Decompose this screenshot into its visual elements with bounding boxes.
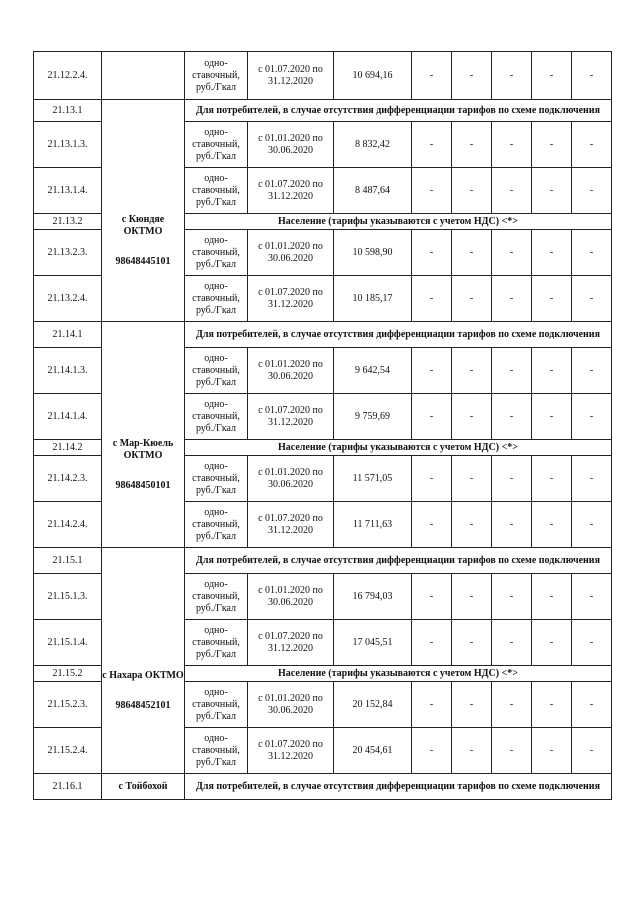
dash-cell: -	[492, 394, 532, 440]
table-row	[34, 322, 612, 348]
tariff-kind: одно-ставочный, руб./Гкал	[185, 230, 248, 276]
dash-cell: -	[532, 682, 572, 728]
table-row	[34, 52, 612, 100]
dash-cell: -	[412, 52, 452, 100]
tariff-value: 20 454,61	[334, 728, 412, 774]
dash-cell: -	[572, 682, 612, 728]
dash-cell: -	[492, 348, 532, 394]
dash-cell: -	[492, 52, 532, 100]
dash-cell: -	[572, 456, 612, 502]
dash-cell: -	[412, 394, 452, 440]
tariff-value: 10 185,17	[334, 276, 412, 322]
dash-cell: -	[492, 276, 532, 322]
population-header: Население (тарифы указываются с учетом НДС) <*>	[185, 214, 612, 230]
table-row	[34, 548, 612, 574]
location-cell-empty	[102, 52, 185, 100]
row-code: 21.12.2.4.	[34, 52, 102, 100]
row-code: 21.14.1.4.	[34, 394, 102, 440]
dash-cell: -	[412, 682, 452, 728]
tariff-value: 17 045,51	[334, 620, 412, 666]
dash-cell: -	[572, 620, 612, 666]
tariff-kind: одно-ставочный, руб./Гкал	[185, 348, 248, 394]
row-code: 21.16.1	[34, 774, 102, 800]
row-code: 21.14.1.3.	[34, 348, 102, 394]
dash-cell: -	[572, 728, 612, 774]
tariff-kind: одно-ставочный, руб./Гкал	[185, 574, 248, 620]
dash-cell: -	[412, 574, 452, 620]
row-code: 21.15.2.4.	[34, 728, 102, 774]
tariff-value: 9 759,69	[334, 394, 412, 440]
dash-cell: -	[532, 276, 572, 322]
dash-cell: -	[572, 230, 612, 276]
tariff-kind: одно-ставочный, руб./Гкал	[185, 682, 248, 728]
dash-cell: -	[492, 502, 532, 548]
dash-cell: -	[492, 230, 532, 276]
tariff-kind: одно-ставочный, руб./Гкал	[185, 276, 248, 322]
dash-cell: -	[412, 122, 452, 168]
dash-cell: -	[532, 230, 572, 276]
dash-cell: -	[572, 52, 612, 100]
tariff-value: 20 152,84	[334, 682, 412, 728]
location-cell	[102, 100, 185, 322]
dash-cell: -	[572, 574, 612, 620]
dash-cell: -	[492, 456, 532, 502]
dash-cell: -	[452, 682, 492, 728]
table-row	[34, 100, 612, 122]
period: с 01.07.2020 по 31.12.2020	[248, 728, 334, 774]
row-code: 21.13.1.4.	[34, 168, 102, 214]
dash-cell: -	[492, 168, 532, 214]
dash-cell: -	[532, 728, 572, 774]
dash-cell: -	[572, 348, 612, 394]
location-name: с Мар-Кюель ОКТМО	[112, 437, 174, 461]
row-code: 21.13.2.3.	[34, 230, 102, 276]
dash-cell: -	[412, 620, 452, 666]
population-header: Население (тарифы указываются с учетом НДС) <*>	[185, 440, 612, 456]
row-code: 21.13.2.4.	[34, 276, 102, 322]
consumer-header: Для потребителей, в случае отсутствия дифференциации тарифов по схеме подключения	[185, 548, 612, 574]
dash-cell: -	[572, 122, 612, 168]
period: с 01.07.2020 по 31.12.2020	[248, 394, 334, 440]
dash-cell: -	[412, 168, 452, 214]
tariff-table	[33, 51, 612, 800]
dash-cell: -	[452, 456, 492, 502]
dash-cell: -	[452, 122, 492, 168]
tariff-kind: одно-ставочный, руб./Гкал	[185, 728, 248, 774]
period: с 01.07.2020 по 31.12.2020	[248, 502, 334, 548]
row-code: 21.14.2	[34, 440, 102, 456]
row-code: 21.13.1	[34, 100, 102, 122]
dash-cell: -	[532, 122, 572, 168]
tariff-kind: одно-ставочный, руб./Гкал	[185, 502, 248, 548]
dash-cell: -	[412, 230, 452, 276]
row-code: 21.14.1	[34, 322, 102, 348]
oktmo-code: 98648450101	[115, 479, 171, 491]
location-cell	[102, 774, 185, 800]
dash-cell: -	[412, 502, 452, 548]
tariff-value: 10 694,16	[334, 52, 412, 100]
dash-cell: -	[532, 348, 572, 394]
dash-cell: -	[572, 394, 612, 440]
period: с 01.07.2020 по 31.12.2020	[248, 620, 334, 666]
row-code: 21.15.1.4.	[34, 620, 102, 666]
dash-cell: -	[532, 574, 572, 620]
dash-cell: -	[532, 52, 572, 100]
dash-cell: -	[412, 728, 452, 774]
period: с 01.07.2020 по 31.12.2020	[248, 168, 334, 214]
location-cell	[102, 322, 185, 548]
row-code: 21.13.1.3.	[34, 122, 102, 168]
consumer-header: Для потребителей, в случае отсутствия дифференциации тарифов по схеме подключения	[185, 100, 612, 122]
dash-cell: -	[532, 620, 572, 666]
population-header: Население (тарифы указываются с учетом НДС) <*>	[185, 666, 612, 682]
dash-cell: -	[492, 620, 532, 666]
dash-cell: -	[532, 456, 572, 502]
location-cell	[102, 548, 185, 774]
dash-cell: -	[572, 502, 612, 548]
dash-cell: -	[492, 728, 532, 774]
row-code: 21.15.1	[34, 548, 102, 574]
tariff-value: 8 832,42	[334, 122, 412, 168]
dash-cell: -	[492, 682, 532, 728]
row-code: 21.15.2.3.	[34, 682, 102, 728]
tariff-value: 11 711,63	[334, 502, 412, 548]
oktmo-code: 98648445101	[115, 255, 171, 267]
dash-cell: -	[452, 394, 492, 440]
tariff-value: 9 642,54	[334, 348, 412, 394]
period: с 01.01.2020 по 30.06.2020	[248, 348, 334, 394]
location-name: с Тойбохой	[118, 780, 168, 792]
tariff-kind: одно-ставочный, руб./Гкал	[185, 620, 248, 666]
period: с 01.01.2020 по 30.06.2020	[248, 456, 334, 502]
dash-cell: -	[452, 168, 492, 214]
table-row	[34, 774, 612, 800]
row-code: 21.14.2.3.	[34, 456, 102, 502]
tariff-kind: одно-ставочный, руб./Гкал	[185, 122, 248, 168]
tariff-kind: одно-ставочный, руб./Гкал	[185, 456, 248, 502]
row-code: 21.15.2	[34, 666, 102, 682]
tariff-value: 8 487,64	[334, 168, 412, 214]
tariff-value: 10 598,90	[334, 230, 412, 276]
dash-cell: -	[572, 168, 612, 214]
tariff-kind: одно-ставочный, руб./Гкал	[185, 394, 248, 440]
period: с 01.01.2020 по 30.06.2020	[248, 122, 334, 168]
row-code: 21.14.2.4.	[34, 502, 102, 548]
dash-cell: -	[532, 168, 572, 214]
period: с 01.07.2020 по 31.12.2020	[248, 276, 334, 322]
row-code: 21.15.1.3.	[34, 574, 102, 620]
location-name: с Нахара ОКТМО	[102, 669, 184, 681]
period: с 01.01.2020 по 30.06.2020	[248, 230, 334, 276]
dash-cell: -	[492, 574, 532, 620]
dash-cell: -	[412, 456, 452, 502]
location-name: с Кюндяе ОКТМО	[121, 213, 165, 237]
dash-cell: -	[452, 52, 492, 100]
period: с 01.01.2020 по 30.06.2020	[248, 574, 334, 620]
tariff-value: 11 571,05	[334, 456, 412, 502]
dash-cell: -	[532, 394, 572, 440]
dash-cell: -	[452, 620, 492, 666]
period: с 01.01.2020 по 30.06.2020	[248, 682, 334, 728]
dash-cell: -	[572, 276, 612, 322]
dash-cell: -	[532, 502, 572, 548]
dash-cell: -	[452, 276, 492, 322]
period: с 01.07.2020 по 31.12.2020	[248, 52, 334, 100]
dash-cell: -	[452, 348, 492, 394]
row-code: 21.13.2	[34, 214, 102, 230]
tariff-value: 16 794,03	[334, 574, 412, 620]
dash-cell: -	[452, 502, 492, 548]
tariff-kind: одно-ставочный, руб./Гкал	[185, 168, 248, 214]
consumer-header: Для потребителей, в случае отсутствия дифференциации тарифов по схеме подключения	[185, 322, 612, 348]
consumer-header: Для потребителей, в случае отсутствия дифференциации тарифов по схеме подключения	[185, 774, 612, 800]
dash-cell: -	[412, 276, 452, 322]
dash-cell: -	[492, 122, 532, 168]
dash-cell: -	[452, 230, 492, 276]
dash-cell: -	[452, 574, 492, 620]
oktmo-code: 98648452101	[115, 699, 171, 711]
tariff-kind: одно-ставочный, руб./Гкал	[185, 52, 248, 100]
dash-cell: -	[412, 348, 452, 394]
dash-cell: -	[452, 728, 492, 774]
